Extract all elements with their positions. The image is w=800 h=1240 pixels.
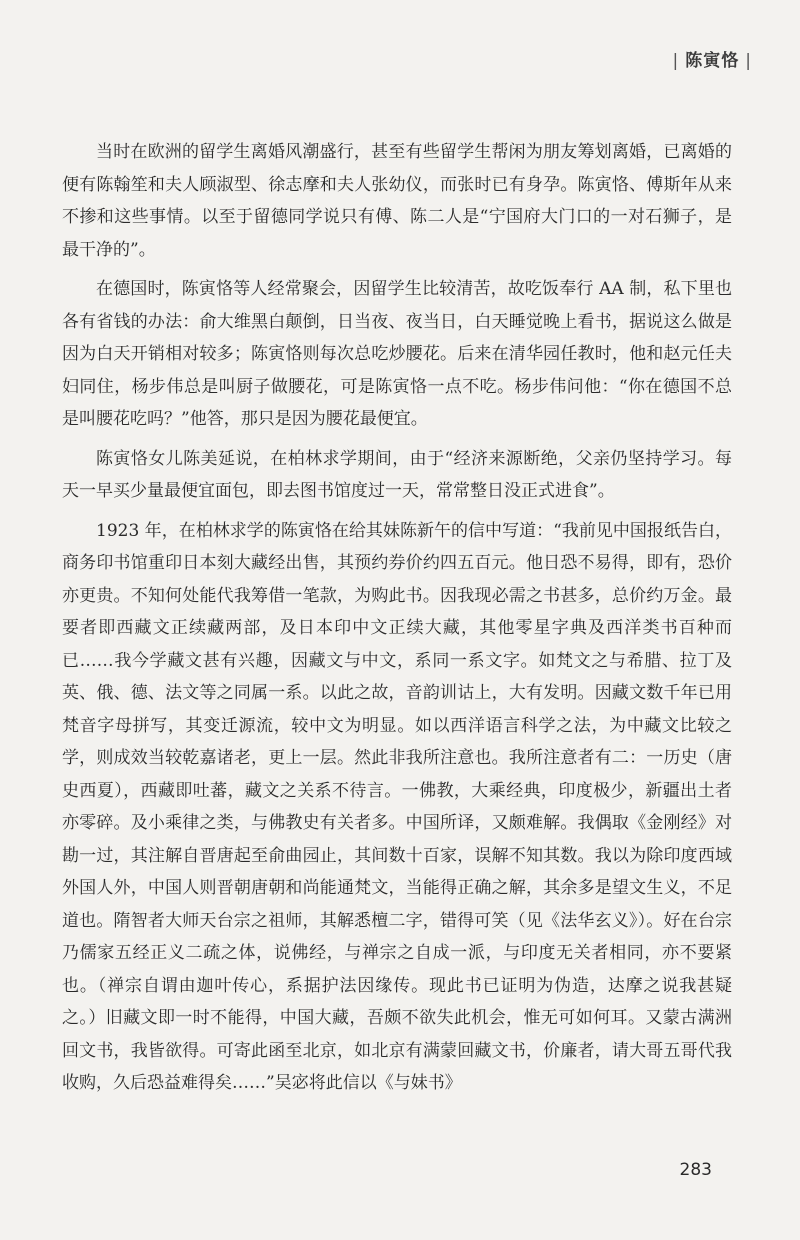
paragraph-1: 当时在欧洲的留学生离婚风潮盛行，甚至有些留学生帮闲为朋友筹划离婚，已离婚的便有陈翰笙和夫人顾淑型、徐志摩和夫人张幼仪，而张时已有身孕。陈寅恪、傅斯年从来不掺和这些事情。以至于留德同学说只有傅、陈二人是“宁国府大门口的一对石狮子，是最干净的”。	[62, 142, 732, 260]
running-header	[667, 46, 758, 71]
page-number: 283	[679, 1160, 712, 1180]
header-left-bar: |	[672, 51, 680, 71]
header-right-bar: |	[745, 51, 752, 71]
header-title: 陈寅恪	[685, 51, 740, 71]
paragraph-2: 在德国时，陈寅恪等人经常聚会，因留学生比较清苦，故吃饭奉行 AA 制，私下里也各有省钱的办法：俞大维黑白颠倒，日当夜、夜当日，白天睡觉晚上看书，据说这么做是因为白天开销相对较多；陈寅恪则每次总吃炒腰花。后来在清华园任教时，他和赵元任夫妇同住，杨步伟总是叫厨子做腰花，可是陈寅恪一点不吃。杨步伟问他：“你在德国不总是叫腰花吃吗？”他答，那只是因为腰花最便宜。	[62, 279, 732, 429]
paragraph-4: 1923 年，在柏林求学的陈寅恪在给其妹陈新午的信中写道：“我前见中国报纸告白，商务印书馆重印日本刻大藏经出售，其预约券价约四五百元。他日恐不易得，即有，恐价亦更贵。不知何处能代我筹借一笔款，为购此书。因我现必需之书甚多，总价约万金。最要者即西藏文正续藏两部，及日本印中文正续大藏，其他零星字典及西洋类书百种而已……我今学藏文甚有兴趣，因藏文与中文，系同一系文字。如梵文之与希腊、拉丁及英、俄、德、法文等之同属一系。以此之故，音韵训诂上，大有发明。因藏文数千年已用梵音字母拼写，其变迁源流，较中文为明显。如以西洋语言科学之法，为中藏文比较之学，则成效当较乾嘉诸老，更上一层。然此非我所注意也。我所注意者有二：一历史（唐史西夏），西藏即吐蕃，藏文之关系不待言。一佛教，大乘经典，印度极少，新疆出土者亦零碎。及小乘律之类，与佛教史有关者多。中国所译，又颇难解。我偶取《金刚经》对勘一过，其注解自晋唐起至俞曲园止，其间数十百家，误解不知其数。我以为除印度西域外国人外，中国人则晋朝唐朝和尚能通梵文，当能得正确之解，其余多是望文生义，不足道也。隋智者大师天台宗之祖师，其解悉檀二字，错得可笑（见《法华玄义》）。好在台宗乃儒家五经正义二疏之体，说佛经，与禅宗之自成一派，与印度无关者相同，亦不要紧也。（禅宗自谓由迦叶传心，系据护法因缘传。现此书已证明为伪造，达摩之说我甚疑之。）旧藏文即一时不能得，中国大藏，吾颇不欲失此机会，惟无可如何耳。又蒙古满洲回文书，我皆欲得。可寄此函至北京，如北京有满蒙回藏文书，价廉者，请大哥五哥代我收购，久后恐益难得矣……”吴宓将此信以《与妹书》	[62, 520, 732, 1093]
body-text	[62, 136, 732, 1107]
paragraph-3: 陈寅恪女儿陈美延说，在柏林求学期间，由于“经济来源断绝，父亲仍坚持学习。每天一早买少量最便宜面包，即去图书馆度过一天，常常整日没正式进食”。	[62, 448, 732, 501]
